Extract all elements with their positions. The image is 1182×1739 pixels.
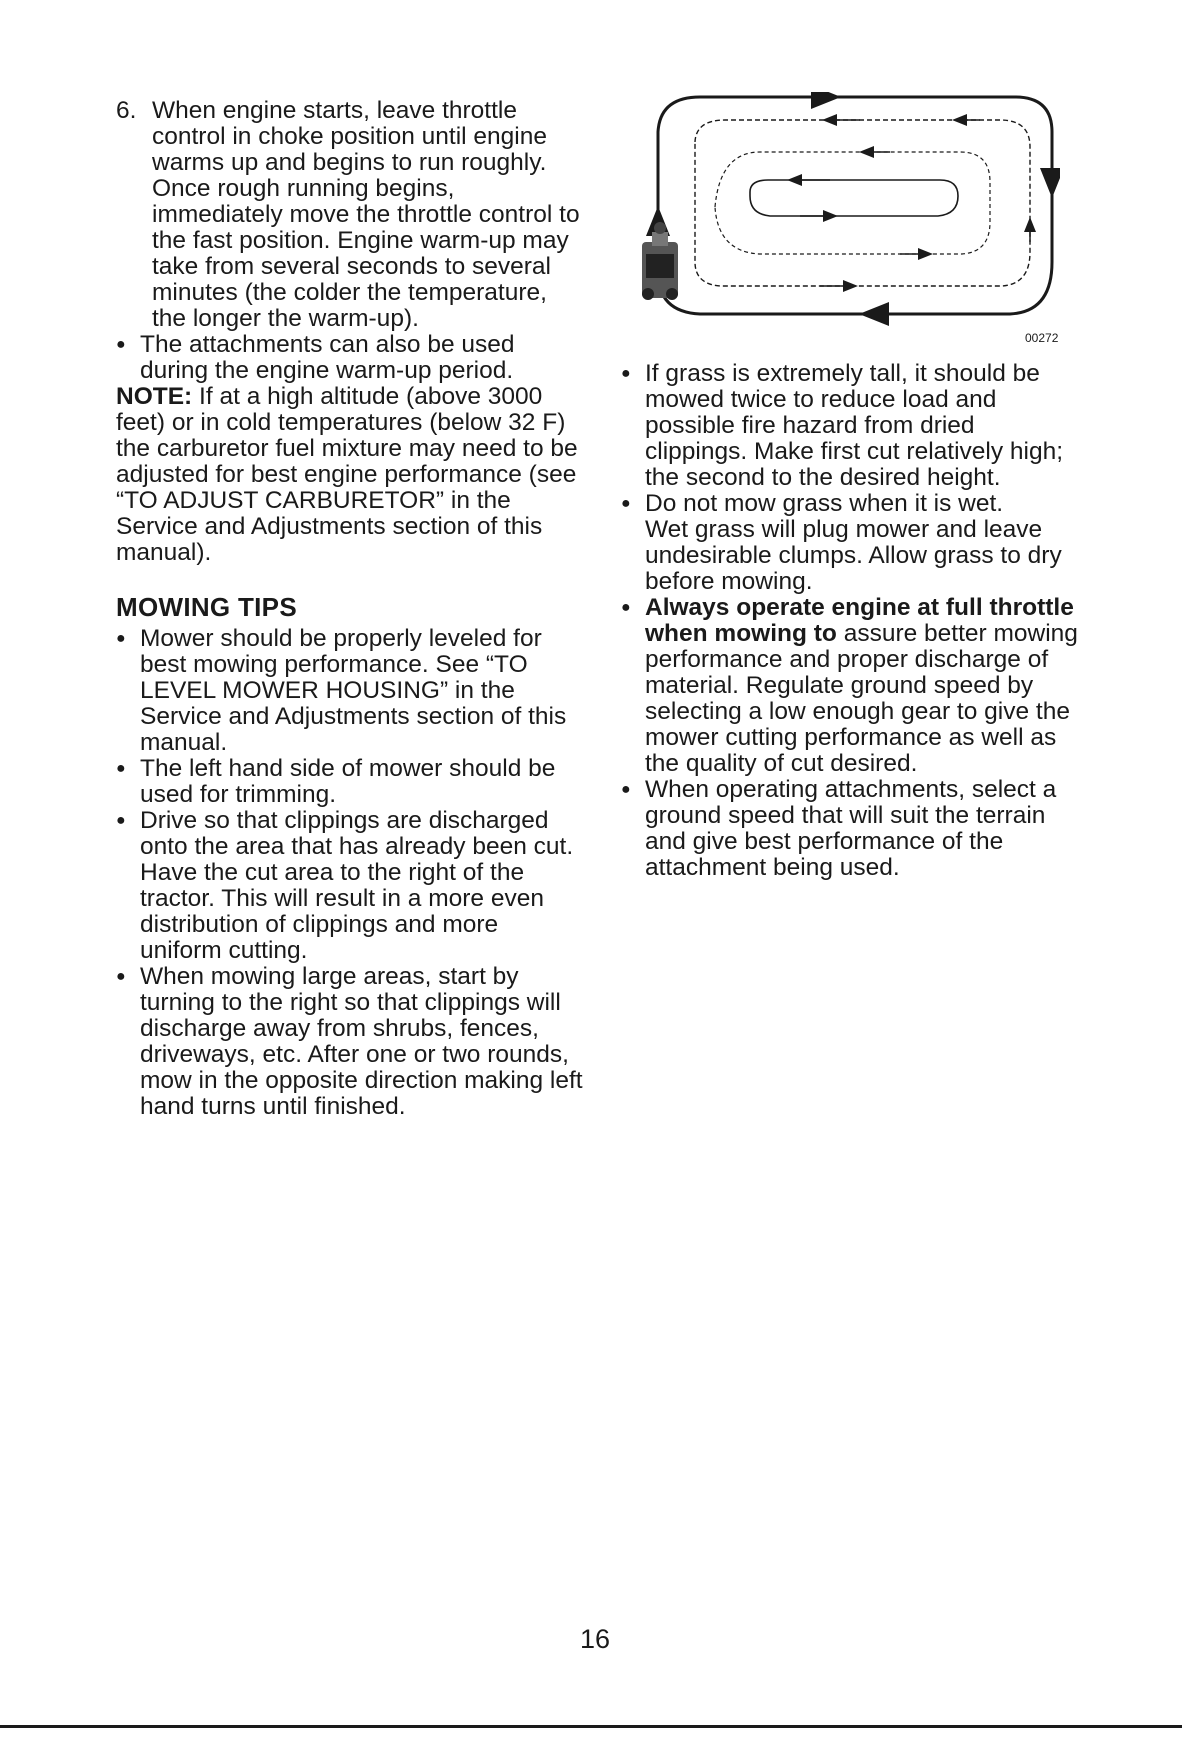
list-item xyxy=(116,756,586,808)
list-item xyxy=(116,626,586,756)
page-number: 16 xyxy=(580,1624,611,1654)
list-item-rest: assure better mowing performance and proper discharge of material. Regulate ground speed by selecting a low enough gear to give the mower cutting performance as well as the quality of cut desired. xyxy=(645,620,1078,777)
mowing-tips-heading: MOWING TIPS xyxy=(116,592,297,622)
list-item-text: If grass is extremely tall, it should be mowed twice to reduce load and possible fire hazard from dried clippings. Make first cut relatively high; the second to the desired height. xyxy=(645,360,1064,491)
list-item-text: Mower should be properly leveled for best mowing performance. See “TO LEVEL MOWER HOUSING” in the Service and Adjustments section of this manual. xyxy=(140,625,567,756)
figure-code: 00272 xyxy=(1025,331,1059,345)
list-item xyxy=(621,777,1081,881)
list-item-line: Wet grass will plug mower and leave undesirable clumps. Allow grass to dry before mowing. xyxy=(645,516,1062,595)
bottom-rule xyxy=(0,1725,1182,1728)
right-column xyxy=(621,361,1081,881)
list-item-text xyxy=(645,595,1081,777)
note-paragraph xyxy=(116,384,586,566)
list-item xyxy=(621,491,1081,595)
tractor-icon xyxy=(642,222,678,300)
bullet-icon: ● xyxy=(116,968,126,985)
step-6 xyxy=(116,98,586,332)
step-number: 6. xyxy=(116,97,137,124)
bullet-icon: ● xyxy=(116,630,126,647)
warmup-bullet-text: The attachments can also be used during the engine warm-up period. xyxy=(140,331,515,384)
warmup-bullet xyxy=(116,332,586,384)
mowing-pattern-figure xyxy=(640,92,1060,350)
list-item xyxy=(116,808,586,964)
bullet-icon: ● xyxy=(116,812,126,829)
bullet-icon: ● xyxy=(116,760,126,777)
list-item xyxy=(621,595,1081,777)
bullet-icon: ● xyxy=(621,781,631,798)
list-item-text: When operating attachments, select a ground speed that will suit the terrain and give best performance of the attachment being used. xyxy=(645,776,1057,881)
mowing-pattern-diagram xyxy=(640,92,1060,350)
list-item-line: Do not mow grass when it is wet. xyxy=(645,490,1004,517)
bullet-icon: ● xyxy=(621,365,631,382)
list-item-text xyxy=(645,491,1081,595)
bullet-icon: ● xyxy=(116,336,126,353)
bullet-icon: ● xyxy=(621,495,631,512)
step-text: When engine starts, leave throttle control in choke position until engine warms up and begins to run roughly. Once rough running begins, immediately move the throttle control to the fast position. Engine warm-up may take from several seconds to several minutes (the colder the temperature, the longer the warm-up). xyxy=(152,97,580,332)
list-item xyxy=(621,361,1081,491)
bullet-icon: ● xyxy=(621,599,631,616)
list-item-text: Drive so that clippings are discharged onto the area that has already been cut. Have the cut area to the right of the tractor. This will result in a more even distribution of clippings and more uniform cutting. xyxy=(140,807,574,964)
note-label: NOTE: xyxy=(116,383,193,410)
note-text: If at a high altitude (above 3000 feet) or in cold temperatures (below 32 F) the carburetor fuel mixture may need to be adjusted for best engine performance (see “TO ADJUST CARBURETOR” in the Service and Adjustments section of this manual). xyxy=(116,383,578,566)
left-column xyxy=(116,98,586,1120)
list-item-bold: Always operate engine at full throttle when mowing to xyxy=(645,594,1074,647)
list-item-text: The left hand side of mower should be used for trimming. xyxy=(140,755,556,808)
list-item-text: When mowing large areas, start by turning to the right so that clippings will discharge away from shrubs, fences, driveways, etc. After one or two rounds, mow in the opposite direction making left hand turns until finished. xyxy=(140,963,583,1120)
list-item xyxy=(116,964,586,1120)
